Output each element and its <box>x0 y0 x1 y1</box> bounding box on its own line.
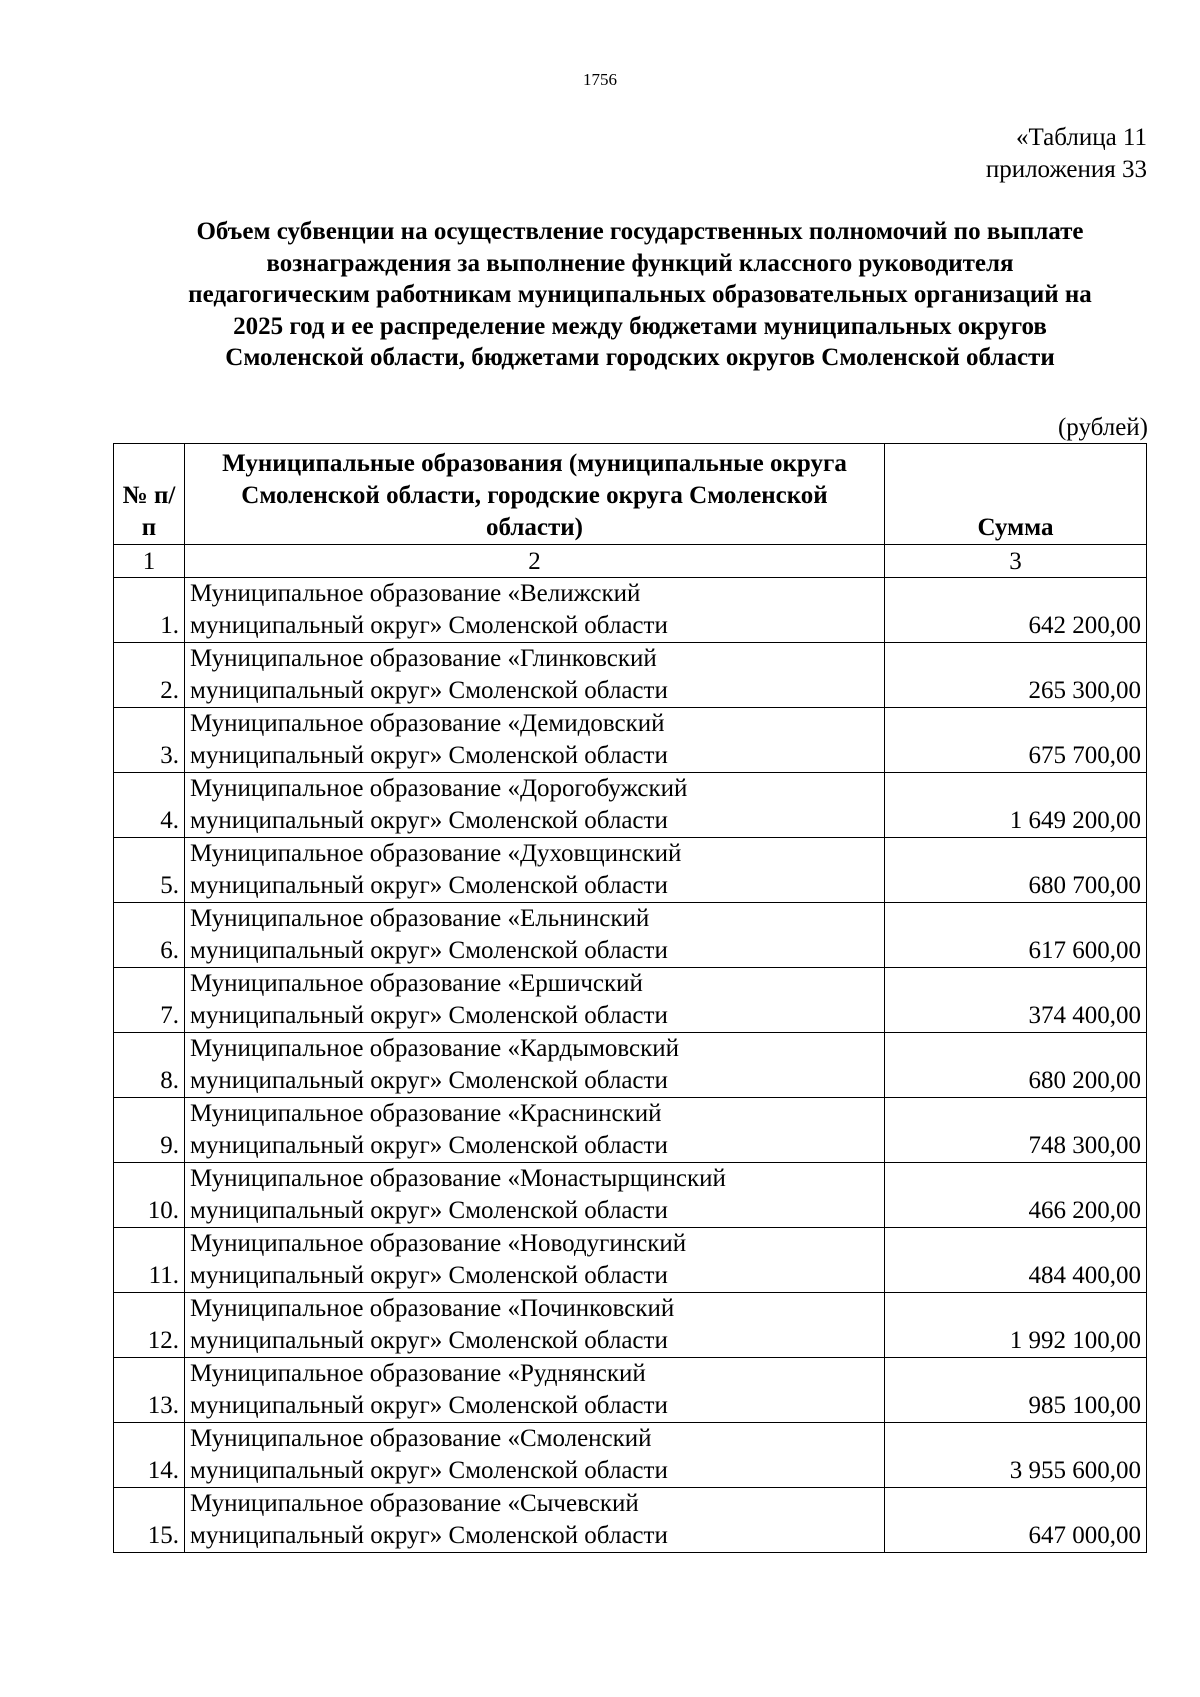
table-row <box>114 1033 1147 1098</box>
municipality-name-line: муниципальный округ» Смоленской области <box>190 1522 668 1549</box>
municipality-name <box>185 903 885 968</box>
row-number: 6. <box>114 903 185 968</box>
table-row <box>114 773 1147 838</box>
row-number: 11. <box>114 1228 185 1293</box>
title-line: Смоленской области, бюджетами городских округов Смоленской области <box>225 344 1055 371</box>
page-number: 1756 <box>583 70 617 89</box>
subvention-amount: 3 955 600,00 <box>885 1423 1147 1488</box>
subvention-amount: 642 200,00 <box>885 578 1147 643</box>
municipality-name-line: муниципальный округ» Смоленской области <box>190 1132 668 1159</box>
row-number: 10. <box>114 1163 185 1228</box>
row-number: 5. <box>114 838 185 903</box>
municipality-name <box>185 708 885 773</box>
table-row <box>114 1423 1147 1488</box>
header-municipality: Муниципальные образования (муниципальные округа Смоленской области, городские округа Смоленской области) <box>185 444 885 545</box>
municipality-name-line: Муниципальное образование «Дорогобужский <box>190 775 688 802</box>
subvention-amount: 1 992 100,00 <box>885 1293 1147 1358</box>
row-number: 1. <box>114 578 185 643</box>
table-row <box>114 968 1147 1033</box>
column-number: 1 <box>114 545 185 578</box>
municipality-name-line: Муниципальное образование «Руднянский <box>190 1360 646 1387</box>
municipality-name <box>185 838 885 903</box>
table-row <box>114 1358 1147 1423</box>
municipality-name <box>185 1163 885 1228</box>
municipality-name-line: муниципальный округ» Смоленской области <box>190 1392 668 1419</box>
table-row <box>114 1228 1147 1293</box>
row-number: 3. <box>114 708 185 773</box>
municipality-name-line: муниципальный округ» Смоленской области <box>190 1262 668 1289</box>
subvention-amount: 374 400,00 <box>885 968 1147 1033</box>
municipality-name-line: Муниципальное образование «Велижский <box>190 580 641 607</box>
municipality-name-line: Муниципальное образование «Кардымовский <box>190 1035 680 1062</box>
row-number: 9. <box>114 1098 185 1163</box>
municipality-name <box>185 1293 885 1358</box>
table-row <box>114 708 1147 773</box>
subvention-amount: 484 400,00 <box>885 1228 1147 1293</box>
subvention-amount: 675 700,00 <box>885 708 1147 773</box>
row-number: 2. <box>114 643 185 708</box>
units-label: (рублей) <box>1057 414 1148 441</box>
table-header-row <box>114 444 1147 545</box>
municipality-name-line: Муниципальное образование «Демидовский <box>190 710 665 737</box>
subvention-amount: 647 000,00 <box>885 1488 1147 1553</box>
title-line: Объем субвенции на осуществление государственных полномочий по выплате <box>196 218 1084 245</box>
municipality-name <box>185 1358 885 1423</box>
subvention-table <box>113 443 1147 1553</box>
table-row <box>114 578 1147 643</box>
municipality-name-line: муниципальный округ» Смоленской области <box>190 1067 668 1094</box>
municipality-name <box>185 643 885 708</box>
municipality-name <box>185 578 885 643</box>
subvention-amount: 265 300,00 <box>885 643 1147 708</box>
column-number: 3 <box>885 545 1147 578</box>
municipality-name-line: Муниципальное образование «Глинковский <box>190 645 657 672</box>
municipality-name <box>185 1488 885 1553</box>
subvention-amount: 1 649 200,00 <box>885 773 1147 838</box>
municipality-name <box>185 968 885 1033</box>
document-title <box>110 216 1170 374</box>
column-number: 2 <box>185 545 885 578</box>
municipality-name-line: Муниципальное образование «Новодугинский <box>190 1230 687 1257</box>
municipality-name-line: Муниципальное образование «Монастырщинский <box>190 1165 726 1192</box>
municipality-name-line: муниципальный округ» Смоленской области <box>190 1327 668 1354</box>
municipality-name-line: муниципальный округ» Смоленской области <box>190 1002 668 1029</box>
column-number-row <box>114 545 1147 578</box>
municipality-name-line: муниципальный округ» Смоленской области <box>190 1457 668 1484</box>
row-number: 7. <box>114 968 185 1033</box>
municipality-name <box>185 1228 885 1293</box>
municipality-name <box>185 1423 885 1488</box>
municipality-name-line: муниципальный округ» Смоленской области <box>190 677 668 704</box>
table-body <box>114 578 1147 1553</box>
table-row <box>114 1098 1147 1163</box>
row-number: 14. <box>114 1423 185 1488</box>
subvention-amount: 985 100,00 <box>885 1358 1147 1423</box>
table-row <box>114 903 1147 968</box>
row-number: 15. <box>114 1488 185 1553</box>
subvention-amount: 680 700,00 <box>885 838 1147 903</box>
municipality-name-line: Муниципальное образование «Ельнинский <box>190 905 650 932</box>
municipality-name-line: муниципальный округ» Смоленской области <box>190 937 668 964</box>
municipality-name <box>185 773 885 838</box>
title-line: педагогическим работникам муниципальных образовательных организаций на <box>188 281 1092 308</box>
table-reference <box>986 122 1147 186</box>
subvention-amount: 748 300,00 <box>885 1098 1147 1163</box>
municipality-name-line: Муниципальное образование «Смоленский <box>190 1425 652 1452</box>
municipality-name-line: муниципальный округ» Смоленской области <box>190 872 668 899</box>
subvention-amount: 466 200,00 <box>885 1163 1147 1228</box>
municipality-name-line: муниципальный округ» Смоленской области <box>190 1197 668 1224</box>
municipality-name-line: Муниципальное образование «Краснинский <box>190 1100 662 1127</box>
municipality-name <box>185 1033 885 1098</box>
table-row <box>114 1293 1147 1358</box>
municipality-name-line: Муниципальное образование «Сычевский <box>190 1490 639 1517</box>
header-number: № п/п <box>114 444 185 545</box>
title-line: вознаграждения за выполнение функций классного руководителя <box>266 249 1014 277</box>
subvention-amount: 680 200,00 <box>885 1033 1147 1098</box>
municipality-name-line: Муниципальное образование «Ершичский <box>190 970 643 997</box>
table-row <box>114 643 1147 708</box>
municipality-name-line: Муниципальное образование «Починковский <box>190 1295 675 1322</box>
row-number: 13. <box>114 1358 185 1423</box>
municipality-name-line: муниципальный округ» Смоленской области <box>190 612 668 639</box>
municipality-name <box>185 1098 885 1163</box>
title-line: 2025 год и ее распределение между бюджетами муниципальных округов <box>233 312 1047 340</box>
municipality-name-line: Муниципальное образование «Духовщинский <box>190 840 682 867</box>
row-number: 12. <box>114 1293 185 1358</box>
row-number: 4. <box>114 773 185 838</box>
table-row <box>114 1488 1147 1553</box>
table-row <box>114 1163 1147 1228</box>
table-row <box>114 838 1147 903</box>
header-sum: Сумма <box>885 444 1147 545</box>
municipality-name-line: муниципальный округ» Смоленской области <box>190 742 668 769</box>
row-number: 8. <box>114 1033 185 1098</box>
appendix-reference-line: приложения 33 <box>985 156 1147 183</box>
subvention-amount: 617 600,00 <box>885 903 1147 968</box>
table-reference-line: «Таблица 11 <box>1016 124 1147 151</box>
municipality-name-line: муниципальный округ» Смоленской области <box>190 807 668 834</box>
